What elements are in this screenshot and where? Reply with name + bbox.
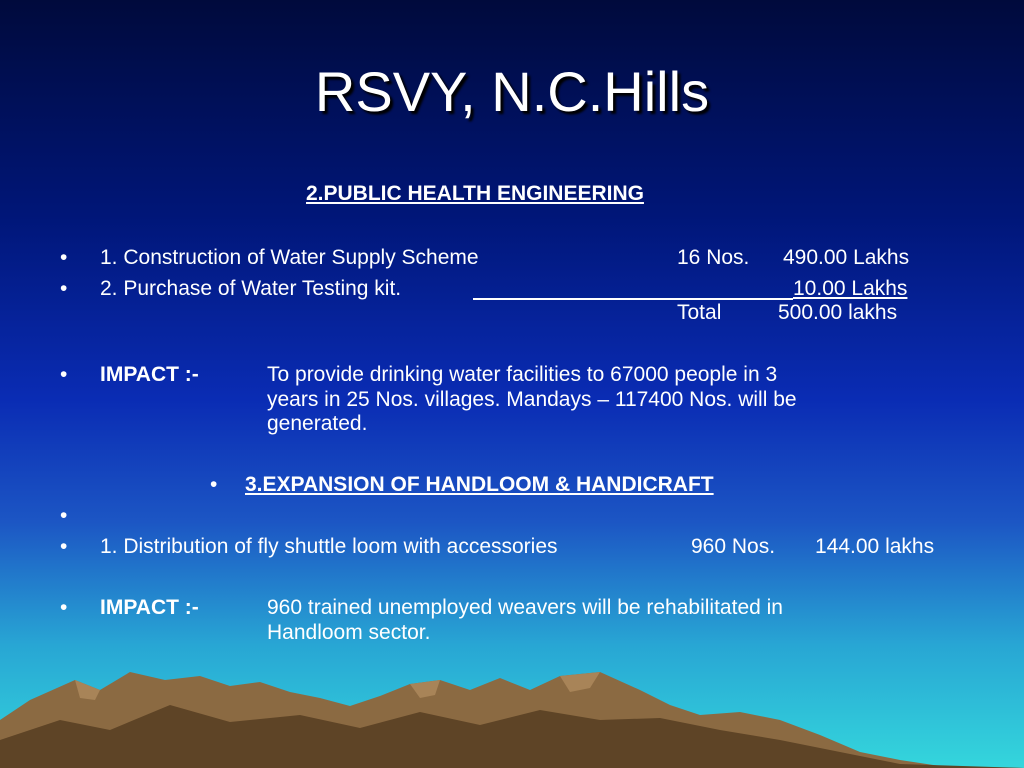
handloom-impact-line-2: Handloom sector.: [267, 621, 431, 644]
phe-item-2-amount: 10.00 Lakhs: [793, 277, 908, 300]
bullet: •: [60, 596, 68, 619]
bullet: •: [210, 473, 218, 496]
phe-impact-label: IMPACT :-: [100, 363, 199, 386]
phe-heading: 2.PUBLIC HEALTH ENGINEERING: [306, 182, 644, 205]
bullet: •: [60, 504, 68, 527]
handloom-item-amount: 144.00 lakhs: [815, 535, 935, 558]
underline-rule: [473, 298, 793, 300]
bullet: •: [60, 363, 68, 386]
phe-impact-line-1: To provide drinking water facilities to 67000 people in 3: [267, 363, 778, 386]
handloom-item-qty: 960 Nos.: [691, 535, 776, 558]
handloom-impact-line-1: 960 trained unemployed weavers will be rehabilitated in: [267, 596, 783, 619]
phe-item-2-text: 2. Purchase of Water Testing kit.: [100, 277, 402, 300]
slide-title: RSVY, N.C.Hills: [314, 60, 710, 123]
handloom-impact-label: IMPACT :-: [100, 596, 199, 619]
phe-total-label: Total: [677, 301, 722, 324]
phe-total-amount: 500.00 lakhs: [778, 301, 898, 324]
handloom-heading: 3.EXPANSION OF HANDLOOM & HANDICRAFT: [245, 473, 714, 496]
phe-item-1-qty: 16 Nos.: [677, 246, 750, 269]
phe-item-1-text: 1. Construction of Water Supply Scheme: [100, 246, 479, 269]
handloom-item-text: 1. Distribution of fly shuttle loom with accessories: [100, 535, 558, 558]
phe-impact-line-2: years in 25 Nos. villages. Mandays – 117400 Nos. will be: [267, 388, 797, 411]
phe-impact-line-3: generated.: [267, 412, 368, 435]
bullet: •: [60, 277, 68, 300]
bullet: •: [60, 246, 68, 269]
bullet: •: [60, 535, 68, 558]
phe-item-1-amount: 490.00 Lakhs: [783, 246, 910, 269]
